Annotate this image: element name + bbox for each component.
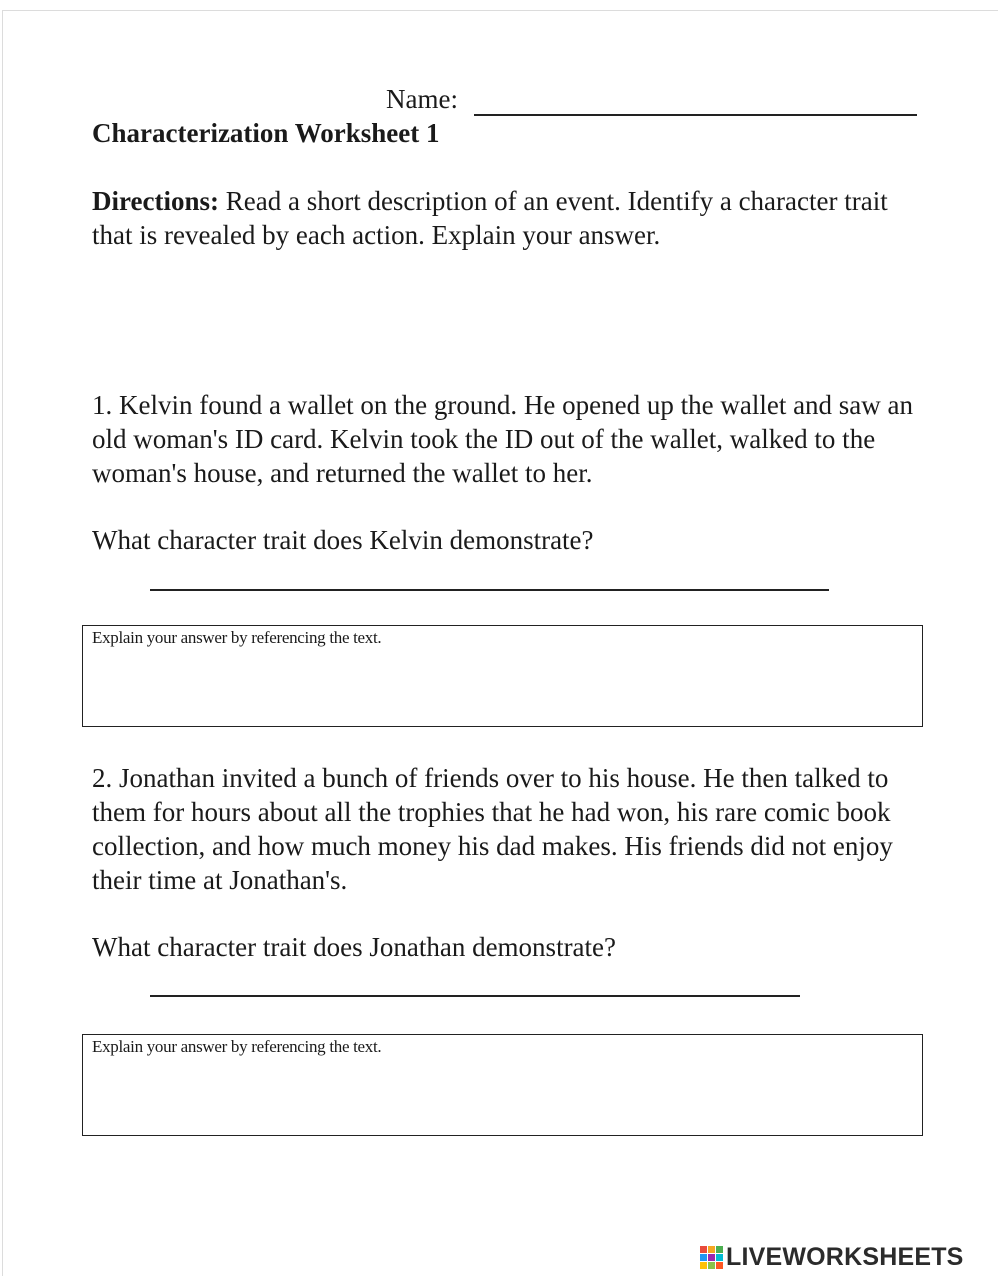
question-2-prompt: What character trait does Jonathan demonstrate? — [92, 932, 617, 962]
brand-text: LIVEWORKSHEETS — [726, 1242, 964, 1271]
name-label: Name: — [386, 84, 458, 114]
question-2-text: 2. Jonathan invited a bunch of friends over to his house. He then talked to them for hours about all the trophies that he had won, his rare comic book collection, and how much money his dad makes. His friends did not enjoy their time at Jonathan's. — [92, 763, 893, 895]
question-1-explain-label: Explain your answer by referencing the text. — [92, 628, 382, 647]
worksheet-title: Characterization Worksheet 1 — [92, 118, 440, 148]
liveworksheets-brand — [700, 1242, 964, 1272]
question-1-prompt: What character trait does Kelvin demonstrate? — [92, 525, 594, 555]
question-1-explain-box[interactable] — [82, 625, 923, 727]
liveworksheets-logo-icon — [700, 1246, 723, 1269]
question-1-text: 1. Kelvin found a wallet on the ground. He opened up the wallet and saw an old woman's ID card. Kelvin took the ID out of the wallet, walked to the woman's house, and returned the wallet to her. — [92, 390, 914, 488]
question-2-explain-box[interactable] — [82, 1034, 923, 1136]
directions — [92, 184, 922, 252]
question-2-answer-line[interactable] — [150, 995, 800, 997]
directions-text: Read a short description of an event. Identify a character trait that is revealed by each action. Explain your answer. — [92, 186, 888, 250]
question-2-explain-label: Explain your answer by referencing the text. — [92, 1037, 382, 1056]
directions-label: Directions: — [92, 186, 219, 216]
name-input-line[interactable] — [474, 114, 917, 116]
question-1-answer-line[interactable] — [150, 589, 829, 591]
